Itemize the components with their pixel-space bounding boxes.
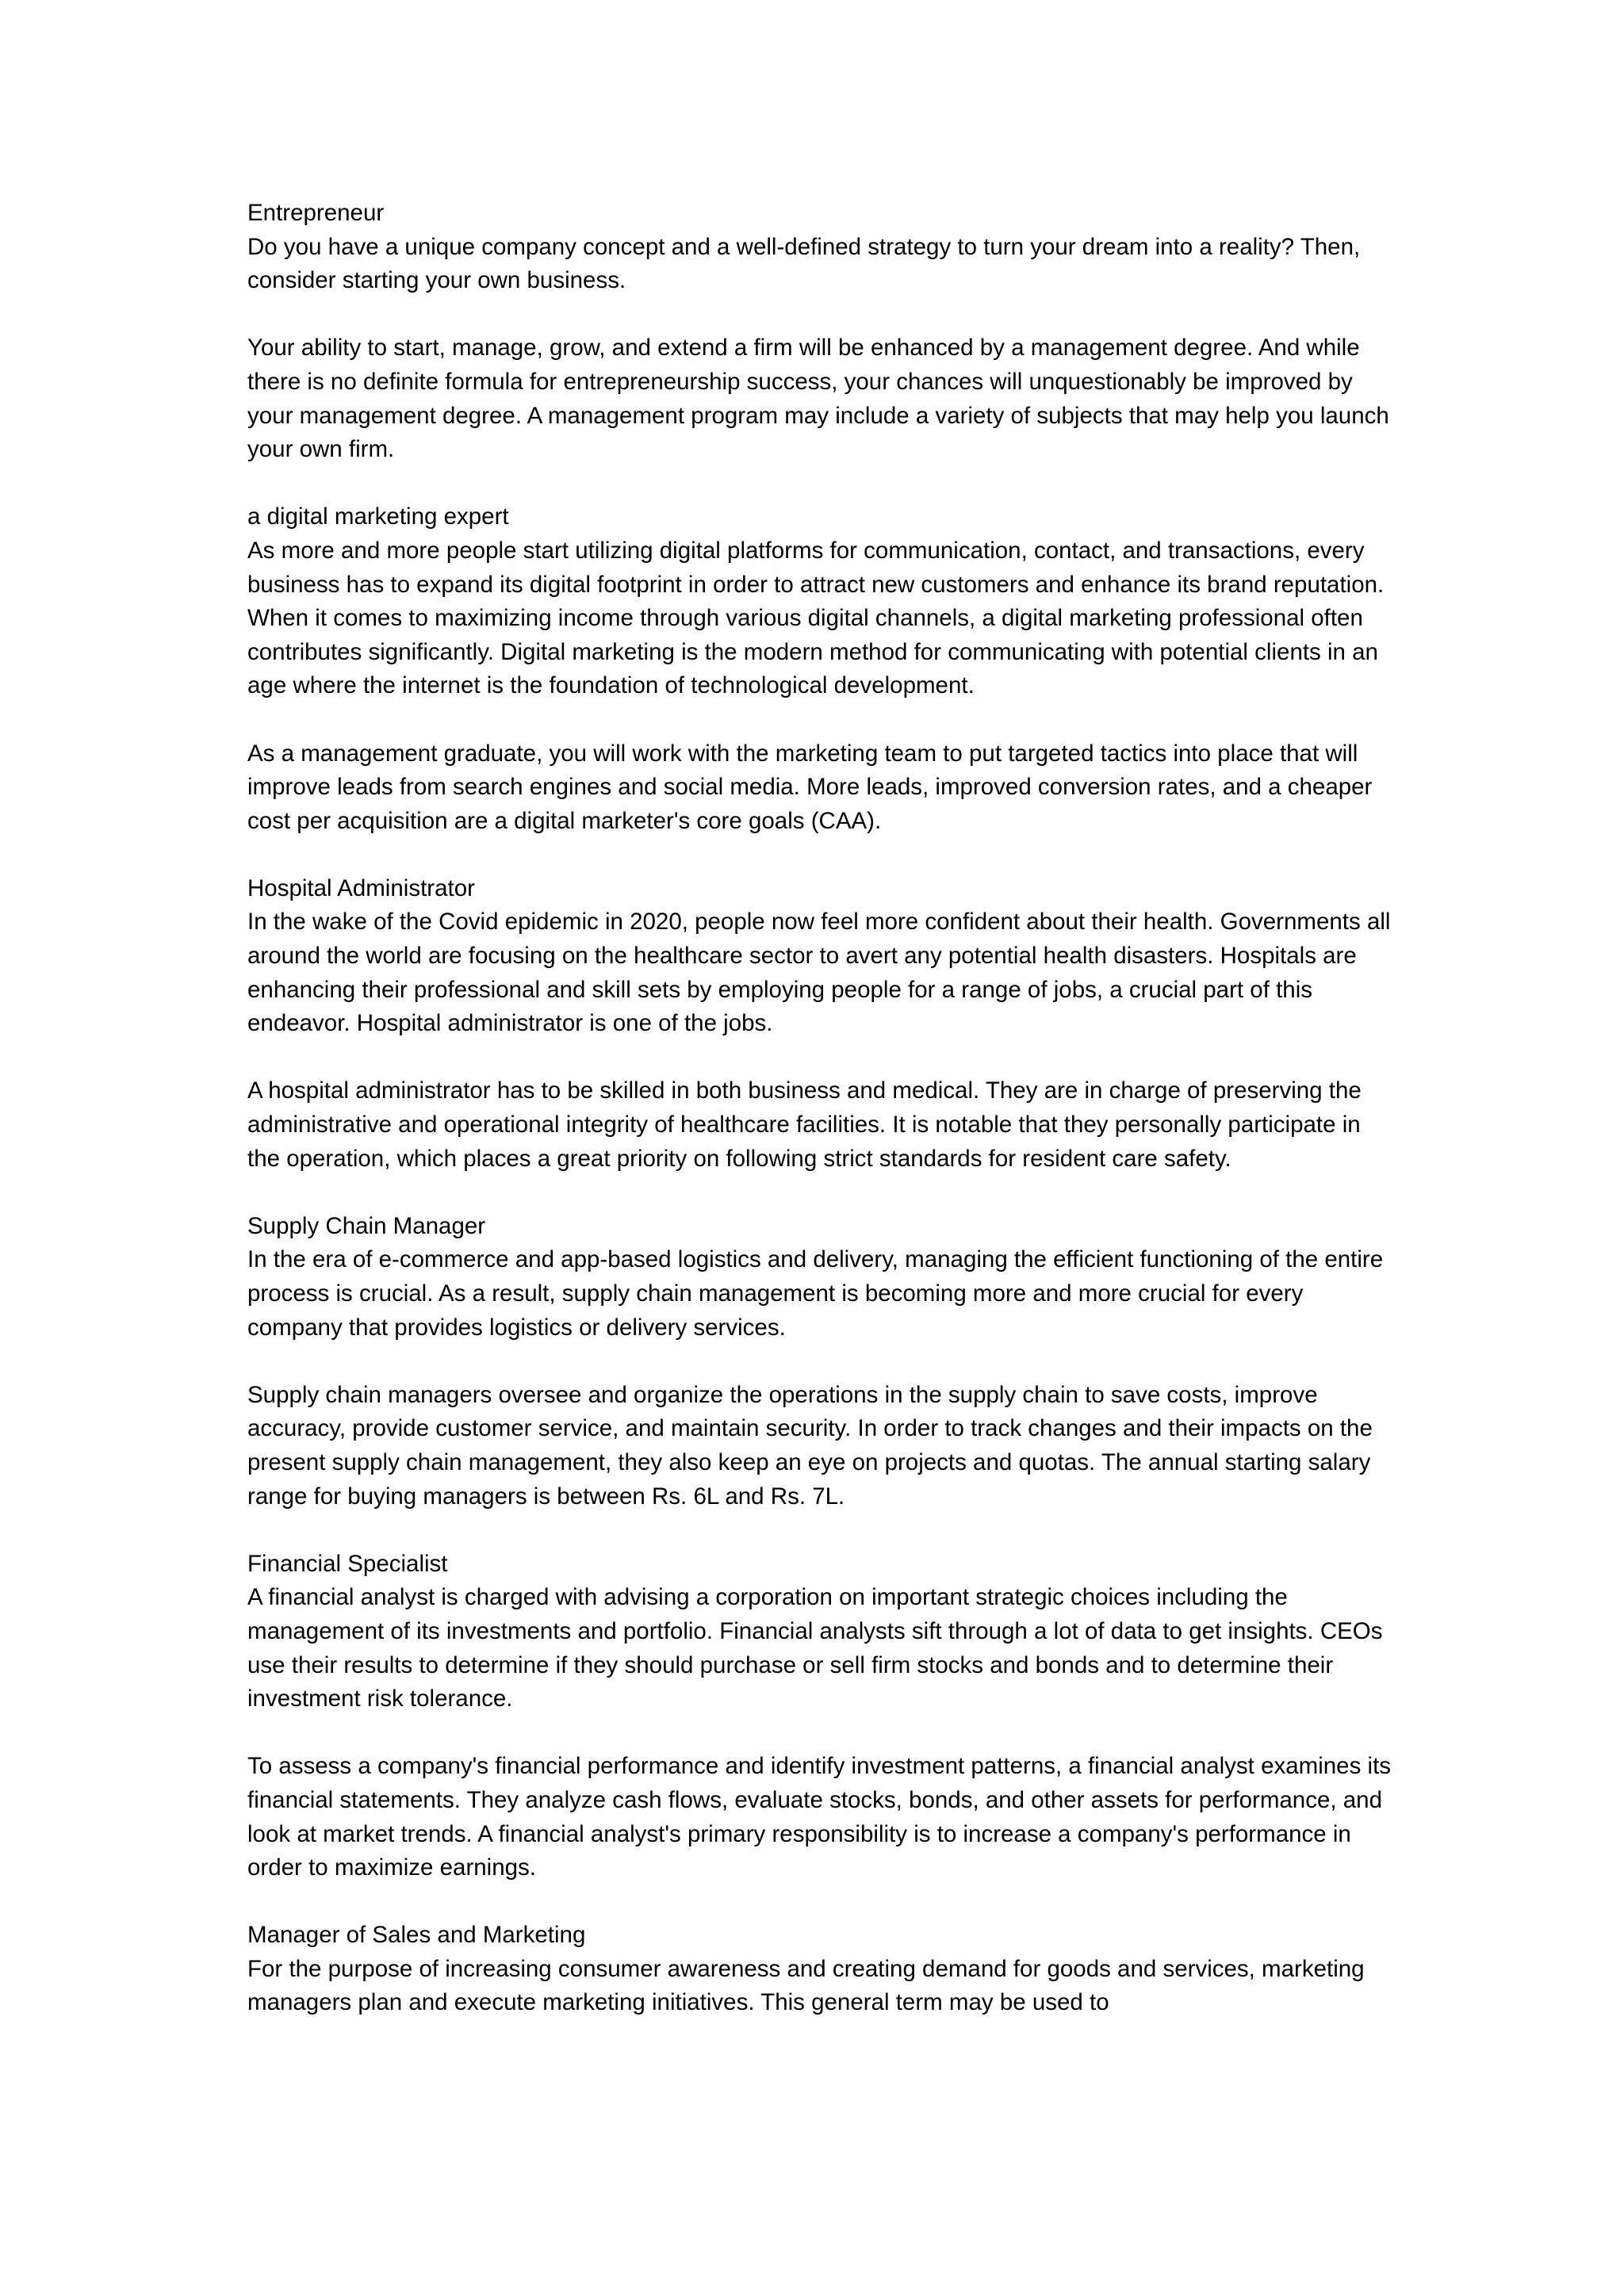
section-paragraph: In the wake of the Covid epidemic in 2020, people now feel more confident about their health. Governments all around the world are focusing on the healthcare sector to avert any potential health disasters. Hospitals are enhancing their professional and skill sets by employing people for a range of jobs, a crucial part of this endeavor. Hospital administrator is one of the jobs.: [247, 909, 1391, 1037]
section-sales-marketing-manager: [247, 1919, 1397, 2020]
section-paragraph: In the era of e-commerce and app-based logistics and delivery, managing the efficient functioning of the entire process is crucial. As a result, supply chain management is becoming more and more crucial for every company that provides logistics or delivery services.: [247, 1246, 1384, 1341]
section-paragraph: A hospital administrator has to be skilled in both business and medical. They are in charge of preserving the administrative and operational integrity of healthcare facilities. It is notable that they personally participate in the operation, which places a great priority on following strict standards for resident care safety.: [247, 1077, 1362, 1172]
section-financial-specialist: [247, 1548, 1397, 1885]
section-heading: a digital marketing expert: [247, 503, 509, 530]
section-paragraph: To assess a company's financial performance and identify investment patterns, a financial analyst examines its financial statements. They analyze cash flows, evaluate stocks, bonds, and other assets for performance, and look at market trends. A financial analyst's primary responsibility is to increase a company's performance in order to maximize earnings.: [247, 1753, 1392, 1881]
document-page: [247, 197, 1397, 2054]
section-supply-chain-manager: [247, 1210, 1397, 1513]
section-heading: Manager of Sales and Marketing: [247, 1922, 586, 1949]
section-heading: Hospital Administrator: [247, 874, 475, 901]
section-paragraph: For the purpose of increasing consumer awareness and creating demand for goods and services, marketing managers plan and execute marketing initiatives. This general term may be used to: [247, 1955, 1365, 2016]
section-entrepreneur: [247, 197, 1397, 467]
section-paragraph: A financial analyst is charged with advising a corporation on important strategic choices including the management of its investments and portfolio. Financial analysts sift through a lot of data to get insights. CEOs use their results to determine if they should purchase or sell firm stocks and bonds and to determine their investment risk tolerance.: [247, 1584, 1383, 1712]
section-paragraph: Do you have a unique company concept and a well-defined strategy to turn your dream into a reality? Then, consider starting your own business.: [247, 233, 1361, 294]
section-heading: Financial Specialist: [247, 1550, 448, 1577]
section-digital-marketing: [247, 500, 1397, 838]
section-paragraph: As a management graduate, you will work with the marketing team to put targeted tactics into place that will improve leads from search engines and social media. More leads, improved conversion rates, and a cheaper cost per acquisition are a digital marketer's core goals (CAA).: [247, 740, 1373, 834]
section-heading: Entrepreneur: [247, 200, 385, 226]
section-hospital-administrator: [247, 872, 1397, 1176]
section-paragraph: Your ability to start, manage, grow, and extend a firm will be enhanced by a management degree. And while there is no definite formula for entrepreneurship success, your chances will unquestionably be improved by your management degree. A management program may include a variety of subjects that may help you launch your own firm.: [247, 335, 1389, 463]
section-paragraph: As more and more people start utilizing digital platforms for communication, contact, and transactions, every business has to expand its digital footprint in order to attract new customers and enhance its brand reputation. When it comes to maximizing income through various digital channels, a digital marketing professional often contributes significantly. Digital marketing is the modern method for communicating with potential clients in an age where the internet is the foundation of technological development.: [247, 537, 1385, 699]
section-paragraph: Supply chain managers oversee and organize the operations in the supply chain to save costs, improve accuracy, provide customer service, and maintain security. In order to track changes and their impacts on the present supply chain management, they also keep an eye on projects and quotas. The annual starting salary range for buying managers is between Rs. 6L and Rs. 7L.: [247, 1381, 1373, 1510]
section-heading: Supply Chain Manager: [247, 1212, 486, 1239]
